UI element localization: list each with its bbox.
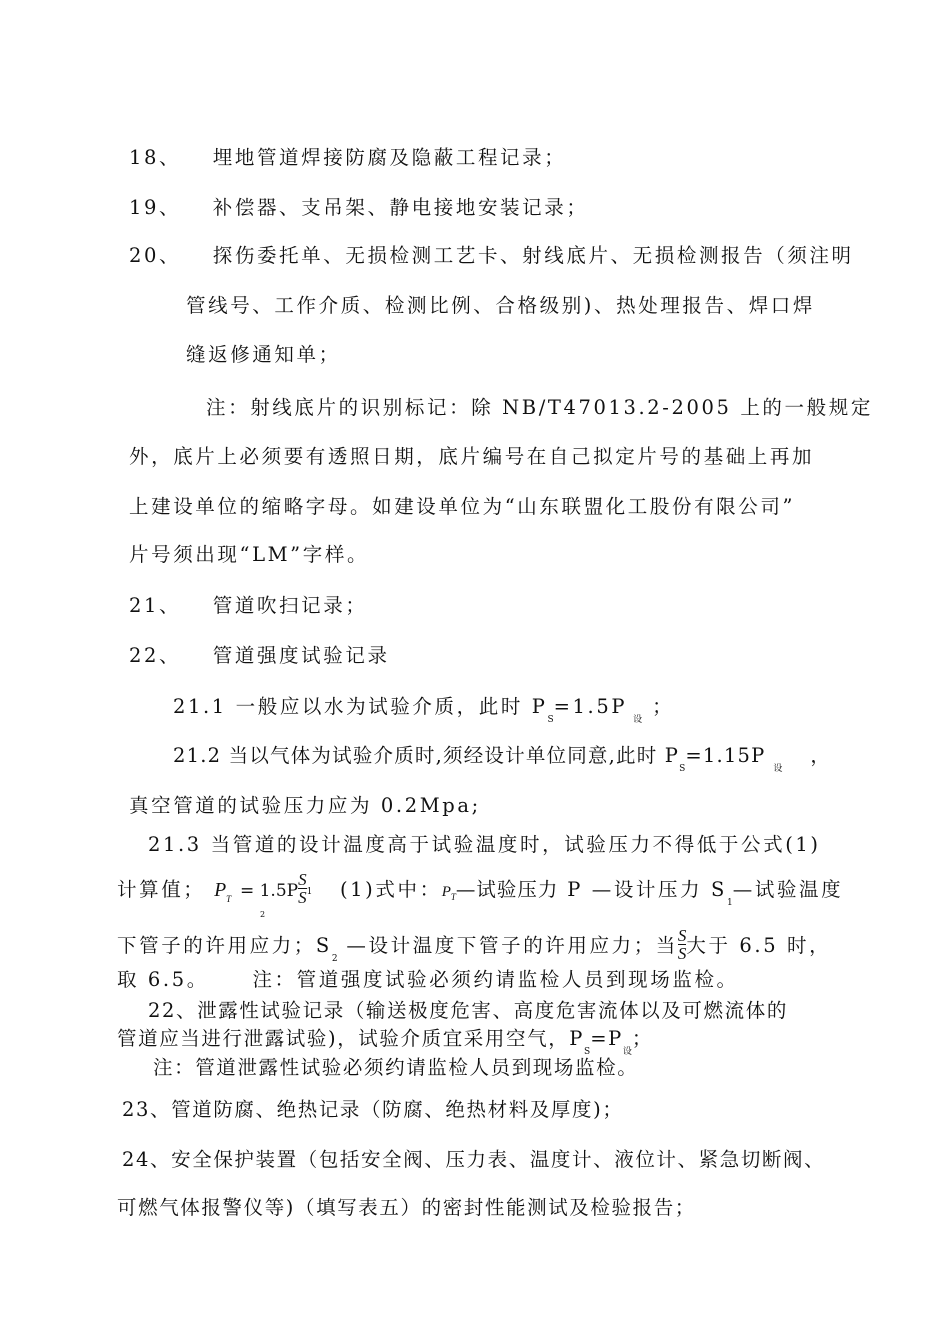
item-20-line-3: 缝返修通知单； <box>186 343 341 366</box>
leak-test-note: 注：管道泄露性试验必须约请监检人员到现场监检。 <box>153 1056 639 1079</box>
fraction-numerator: S <box>677 926 687 945</box>
item-24-line-2: 可燃气体报警仪等)（填写表五）的密封性能测试及检验报告； <box>117 1196 696 1219</box>
item-18 <box>129 146 566 170</box>
item-text: 埋地管道焊接防腐及隐蔽工程记录； <box>212 146 567 169</box>
formula-p: P <box>214 880 227 901</box>
item-22 <box>129 644 390 668</box>
item-number: 19、 <box>129 196 182 219</box>
leak-test-line-2 <box>117 1027 653 1055</box>
formula-fraction <box>298 871 307 906</box>
punct: ； <box>652 695 675 718</box>
ratio-fraction <box>678 927 687 962</box>
fraction-denominator: S <box>298 888 307 907</box>
subscript-design: 设 <box>633 715 643 725</box>
subscript-1: 1 <box>727 898 733 908</box>
section-21-2 <box>173 744 831 772</box>
section-21-3-line-2 <box>117 870 844 908</box>
section-21-3-line-1: 21.3 当管道的设计温度高于试验温度时，试验压力不得低于公式(1) <box>148 833 821 856</box>
formula-text: =P <box>590 1027 623 1050</box>
item-number: 22、 <box>129 644 182 667</box>
formula-pt: P <box>441 884 451 900</box>
section-21-2-line-2: 真空管道的试验压力应为 0.2Mpa; <box>129 794 481 817</box>
item-20-line-2: 管线号、工作介质、检测比例、合格级别)、热处理报告、焊口焊 <box>186 294 816 317</box>
item-19 <box>129 196 588 220</box>
item-text: 补偿器、支吊架、静电接地安装记录； <box>212 196 589 219</box>
subscript-t: T <box>226 894 232 904</box>
leak-test-line-1: 22、泄露性试验记录（输送极度危害、高度危害流体以及可燃流体的 <box>148 999 788 1022</box>
section-text: P —设计压力 <box>567 878 703 901</box>
note-line-1: 注：射线底片的识别标记：除 NB/T47013.2-2005 上的一般规定 <box>206 396 873 419</box>
note-line-2: 外，底片上必须要有透照日期，底片编号在自己拟定片号的基础上再加 <box>129 445 815 468</box>
item-text: 探伤委托单、无损检测工艺卡、射线底片、无损检测报告（须注明 <box>212 244 854 267</box>
section-text: 21.2 当以气体为试验介质时,须经设计单位同意,此时 P <box>173 744 680 767</box>
subscript-2: 2 <box>260 910 266 919</box>
section-text: 21.1 一般应以水为试验介质，此时 P <box>173 695 548 718</box>
item-text: 管道强度试验记录 <box>212 644 390 667</box>
section-text: 管道应当进行泄露试验)，试验介质宜采用空气，P <box>117 1027 585 1050</box>
subscript-s: S <box>679 764 686 774</box>
punct: ； <box>631 1027 653 1050</box>
subscript-design: 设 <box>773 764 783 774</box>
subscript-design: 设 <box>622 1047 632 1057</box>
item-number: 21、 <box>129 594 182 617</box>
section-text: —试验温度 <box>732 878 844 901</box>
section-text: —试验压力 <box>455 878 559 901</box>
section-text: 计算值； <box>117 878 206 901</box>
subscript-2: 2 <box>331 954 338 964</box>
fraction-numerator: S <box>298 870 307 889</box>
section-text: S <box>711 878 728 901</box>
subscript-s: S <box>547 715 554 725</box>
item-23: 23、管道防腐、绝热记录（防腐、绝热材料及厚度)； <box>122 1098 624 1121</box>
item-21 <box>129 594 367 618</box>
punct: ， <box>810 744 832 767</box>
section-text: 大于 6.5 时， <box>686 934 832 957</box>
section-21-3-line-3 <box>117 926 832 964</box>
formula-text: =1.15P <box>685 744 766 767</box>
section-text: 下管子的许用应力；S <box>117 934 332 957</box>
item-20 <box>129 244 854 268</box>
section-21-3-line-4 <box>117 968 739 992</box>
fraction-denominator: S <box>677 944 687 963</box>
formula-text: =1.5P <box>553 695 628 718</box>
section-21-1 <box>173 695 674 723</box>
subscript-s: S <box>584 1047 591 1057</box>
section-text: 取 6.5。 <box>117 968 209 991</box>
section-text: (1)式中： <box>339 878 442 901</box>
note-line-4: 片号须出现“LM”字样。 <box>129 543 370 566</box>
item-text: 管道吹扫记录； <box>212 594 368 617</box>
note-text: 注：管道强度试验必须约请监检人员到现场监检。 <box>252 968 739 991</box>
subscript-t: T <box>450 892 456 902</box>
item-number: 18、 <box>129 146 182 169</box>
note-line-3: 上建设单位的缩略字母。如建设单位为“山东联盟化工股份有限公司” <box>129 495 796 518</box>
section-text: —设计温度下管子的许用应力；当 <box>346 934 678 957</box>
formula-eq: = 1.5P <box>239 881 299 901</box>
subscript-1: 1 <box>306 887 313 897</box>
item-number: 20、 <box>129 244 182 267</box>
item-24-line-1: 24、安全保护装置（包括安全阀、压力表、温度计、液位计、紧急切断阀、 <box>122 1148 826 1171</box>
